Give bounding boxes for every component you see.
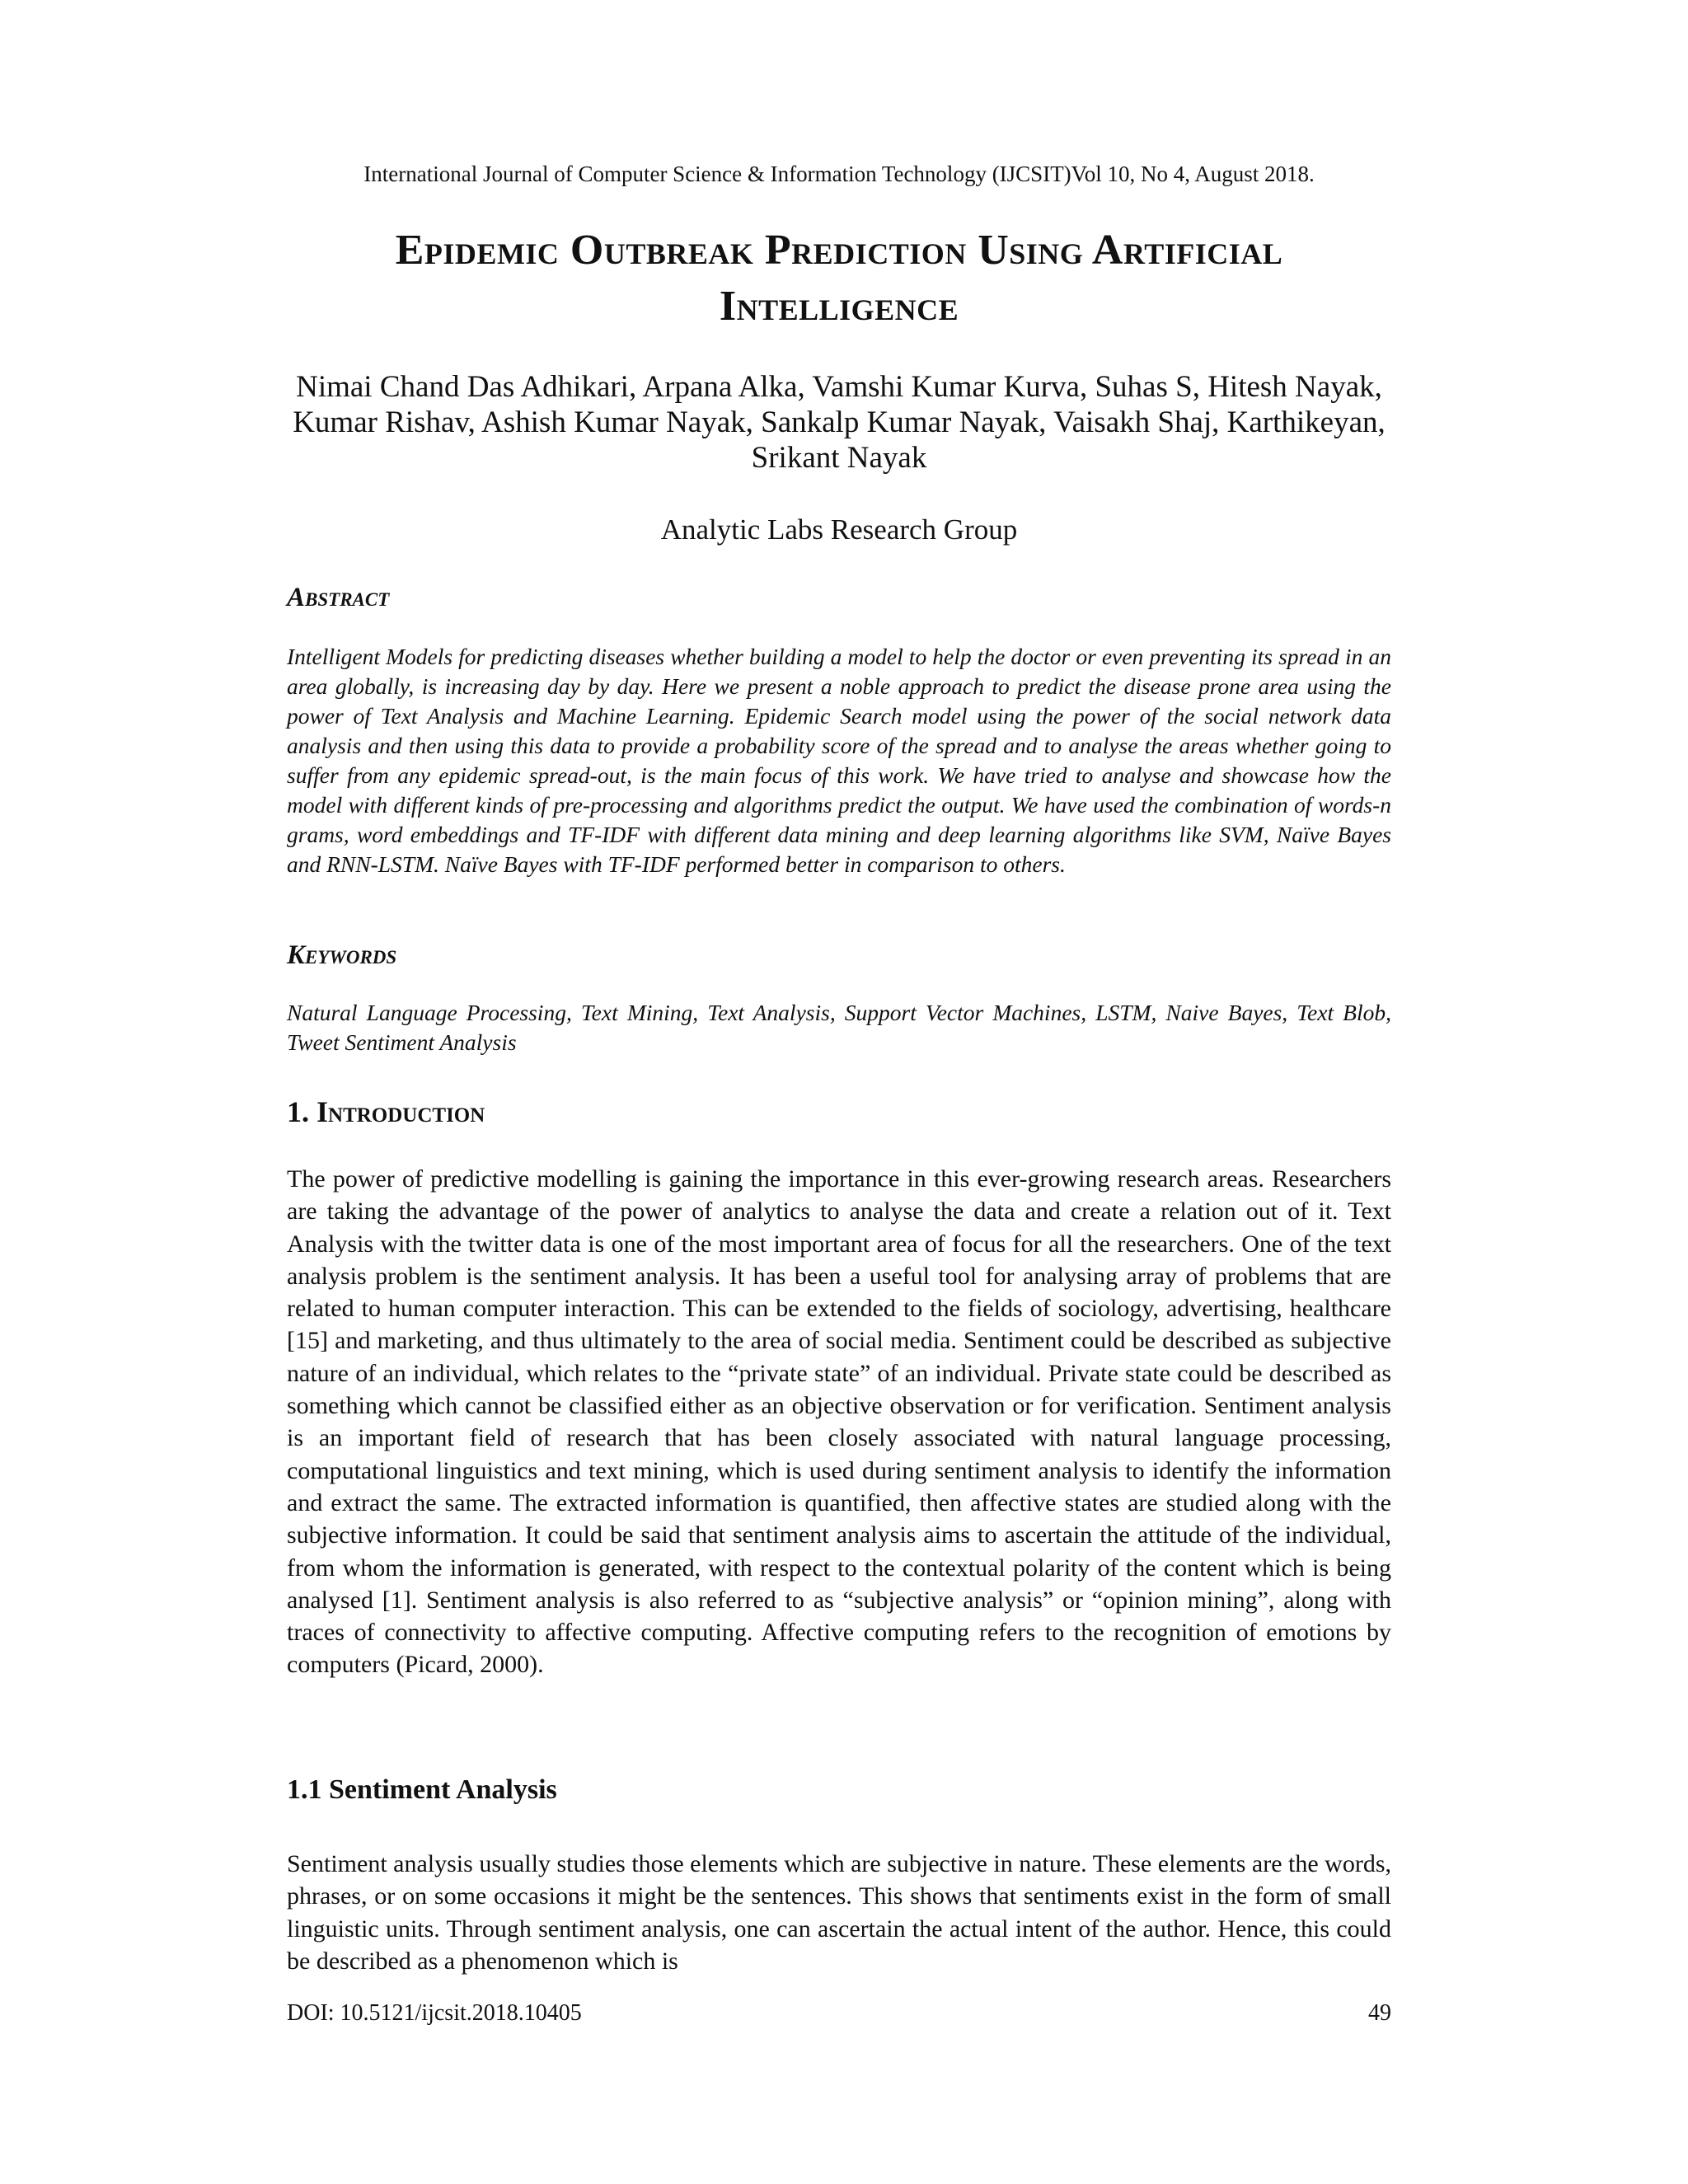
paper-page xyxy=(287,0,1391,2184)
sentiment-analysis-heading: 1.1 Sentiment Analysis xyxy=(287,1774,557,1805)
abstract-heading: Abstract xyxy=(287,583,390,612)
keywords-heading: Keywords xyxy=(287,940,397,970)
footer-doi: DOI: 10.5121/ijcsit.2018.10405 xyxy=(287,2000,582,2026)
sentiment-analysis-text: Sentiment analysis usually studies those elements which are subjective in nature. These elements are the words, phrases, or on some occasions it might be the sentences. This shows that sentiments exist in the form of small linguistic units. Through sentiment analysis, one can ascertain the actual intent of the author. Hence, this could be described as a phenomenon which is xyxy=(287,1850,1391,1975)
running-header: International Journal of Computer Science & Information Technology (IJCSIT)Vol 10, No 4, August 2018. xyxy=(363,162,1315,186)
abstract-text: Intelligent Models for predicting diseases whether building a model to help the doctor or even preventing its spread in an area globally, is increasing day by day. Here we present a noble approach to predict the disease prone area using the power of Text Analysis and Machine Learning. Epidemic Search model using the power of the social network data analysis and then using this data to provide a probability score of the spread and to analyse the areas whether going to suffer from any epidemic spread-out, is the main focus of this work. We have tried to analyse and showcase how the model with different kinds of pre-processing and algorithms predict the output. We have used the combination of words-n grams, word embeddings and TF-IDF with different data mining and deep learning algorithms like SVM, Naïve Bayes and RNN-LSTM. Naïve Bayes with TF-IDF performed better in comparison to others. xyxy=(287,644,1391,877)
page-number: 49 xyxy=(1368,2000,1391,2026)
introduction-text: The power of predictive modelling is gaining the importance in this ever-growing research areas. Researchers are taking the advantage of the power of analytics to analyse the data and create a relation out of it. Text Analysis with the twitter data is one of the most important area of focus for all the researchers. One of the text analysis problem is the sentiment analysis. It has been a useful tool for analysing array of problems that are related to human computer interaction. This can be extended to the fields of sociology, advertising, healthcare [15] and marketing, and thus ultimately to the area of social media. Sentiment could be described as subjective nature of an individual, which relates to the “private state” of an individual. Private state could be described as something which cannot be classified either as an objective observation or for verification. Sentiment analysis is an important field of research that has been closely associated with natural language processing, computational linguistics and text mining, which is used during sentiment analysis to identify the information and extract the same. The extracted information is quantified, then affective states are studied along with the subjective information. It could be said that sentiment analysis aims to ascertain the attitude of the individual, from whom the information is generated, with respect to the contextual polarity of the content which is being analysed [1]. Sentiment analysis is also referred to as “subjective analysis” or “opinion mining”, along with traces of connectivity to affective computing. Affective computing refers to the recognition of emotions by computers (Picard, 2000). xyxy=(287,1165,1391,1679)
keywords-text: Natural Language Processing, Text Mining, Text Analysis, Support Vector Machines, LSTM, Naive Bayes, Text Blob, Tweet Sentiment Analysis xyxy=(287,1000,1391,1055)
paper-title: Epidemic Outbreak Prediction Using Artificial Intelligence xyxy=(395,227,1283,330)
introduction-heading: 1. Introduction xyxy=(287,1095,485,1128)
affiliation: Analytic Labs Research Group xyxy=(660,513,1018,546)
author-list: Nimai Chand Das Adhikari, Arpana Alka, Vamshi Kumar Kurva, Suhas S, Hitesh Nayak, Kumar Rishav, Ashish Kumar Nayak, Sankalp Kumar Nayak, Vaisakh Shaj, Karthikeyan, Srikant Nayak xyxy=(293,370,1386,475)
